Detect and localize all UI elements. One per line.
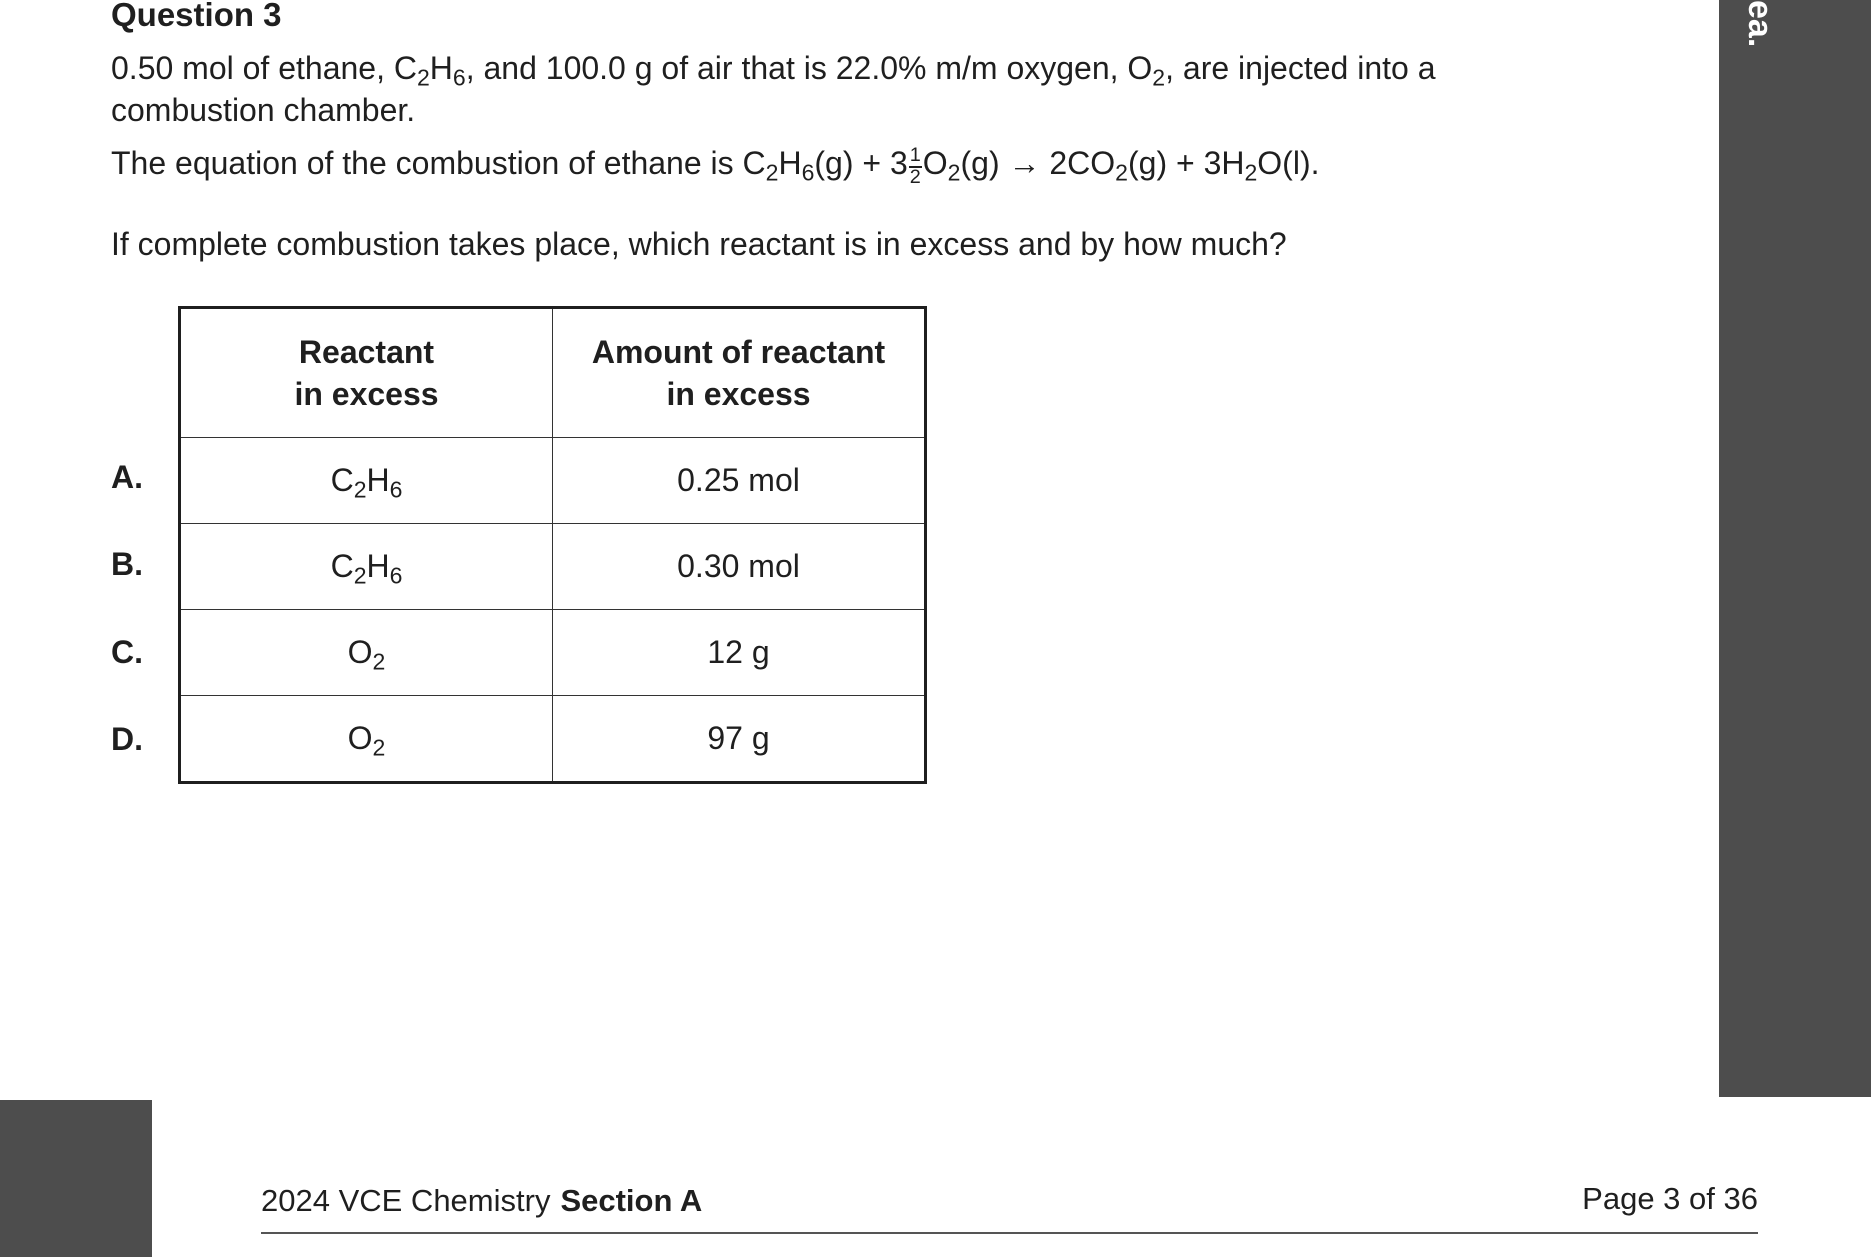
amount-cell: 97 g	[553, 696, 926, 783]
reactant-cell: $O_2$	[180, 610, 553, 696]
amount-cell: 0.25 mol	[553, 438, 926, 524]
margin-text: ea.	[1741, 0, 1779, 48]
footer-left: 2024 VCE Chemistry Section A	[261, 1183, 703, 1218]
equation-line: The equation of the combustion of ethane is $C_2H_6(g) + 3$ $\frac{1}{2}$ $O_2(g) \to 2CO_2(g) + 3H_2O(l)$.	[111, 144, 1320, 188]
amount-cell: 12 g	[553, 610, 926, 696]
table-row	[180, 524, 926, 610]
table-row	[180, 610, 926, 696]
question-intro: 0.50 mol of ethane, $C_2H_6$, and 100.0 g of air that is 22.0% m/m oxygen, $O_2$, are injected into a combustion chamber.	[111, 50, 1436, 128]
answer-table	[178, 306, 927, 784]
option-letter-a[interactable]: A.	[111, 459, 143, 495]
question-title: Question 3	[111, 0, 282, 33]
table-row	[180, 696, 926, 783]
reactant-cell: $C_2H_6$	[180, 524, 553, 610]
right-margin-bar	[1719, 0, 1871, 1097]
left-footer-block	[0, 1100, 152, 1257]
header-reactant: Reactant in excess	[180, 308, 553, 438]
option-letter-b[interactable]: B.	[111, 546, 143, 582]
option-letter-d[interactable]: D.	[111, 721, 143, 757]
fraction-one-half: $\frac{1}{2}$	[909, 144, 921, 188]
question-prompt: If complete combustion takes place, which reactant is in excess and by how much?	[111, 226, 1287, 262]
reactant-cell: $C_2H_6$	[180, 438, 553, 524]
page-number: Page 3 of 36	[1582, 1181, 1758, 1216]
reactant-cell: $O_2$	[180, 696, 553, 783]
table-row	[180, 438, 926, 524]
footer-divider	[261, 1232, 1758, 1234]
option-letter-c[interactable]: C.	[111, 634, 143, 670]
header-amount: Amount of reactant in excess	[553, 308, 926, 438]
amount-cell: 0.30 mol	[553, 524, 926, 610]
table-header-row	[180, 308, 926, 438]
